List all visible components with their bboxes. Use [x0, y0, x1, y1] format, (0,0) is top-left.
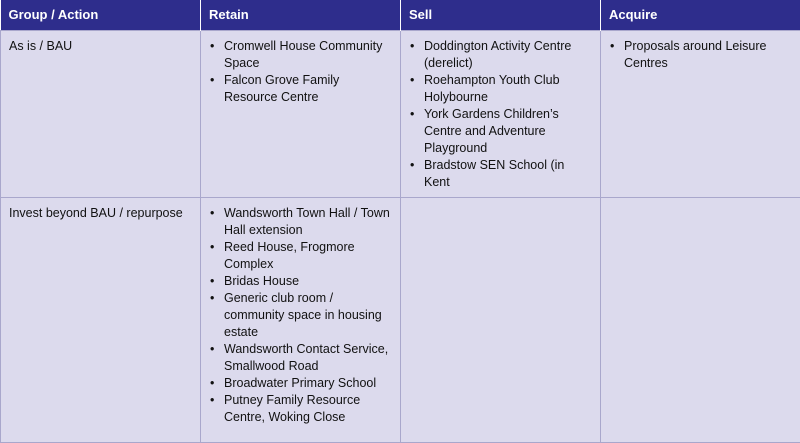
list-item-text: Wandsworth Town Hall / Town Hall extension: [224, 206, 390, 237]
list-item-text: Bradstow SEN School (in Kent: [424, 158, 564, 189]
list-item-text: Wandsworth Contact Service, Smallwood Road: [224, 342, 388, 373]
bullet-icon: •: [410, 38, 414, 55]
table-header: [1, 0, 800, 30]
list-item-text: Putney Family Resource Centre, Woking Close: [224, 393, 360, 424]
list-item-text: Proposals around Leisure Centres: [624, 39, 766, 70]
list-item: [209, 38, 392, 72]
retain-cell: [201, 30, 401, 197]
header-retain: Retain: [201, 0, 401, 30]
list-item: [209, 273, 392, 290]
bullet-icon: •: [410, 106, 414, 123]
acquire-cell: [601, 197, 800, 442]
list-item-text: Reed House, Frogmore Complex: [224, 240, 355, 271]
list-item: [209, 375, 392, 392]
bullet-icon: •: [210, 38, 214, 55]
acquire-list: [609, 38, 792, 72]
list-item: [409, 157, 592, 191]
table-body: [1, 30, 800, 442]
sell-cell: [401, 30, 601, 197]
list-item-text: Broadwater Primary School: [224, 376, 376, 390]
list-item: [209, 72, 392, 106]
bullet-icon: •: [410, 157, 414, 174]
list-item: [209, 290, 392, 341]
retain-list: [209, 38, 392, 106]
group-cell: Invest beyond BAU / repurpose: [1, 197, 201, 442]
bullet-icon: •: [210, 72, 214, 89]
bullet-icon: •: [210, 273, 214, 290]
bullet-icon: •: [410, 72, 414, 89]
list-item-text: Cromwell House Community Space: [224, 39, 382, 70]
group-cell: As is / BAU: [1, 30, 201, 197]
header-group-action: Group / Action: [1, 0, 201, 30]
list-item-text: York Gardens Children’s Centre and Adventure Playground: [424, 107, 559, 155]
header-row: [1, 0, 800, 30]
bullet-icon: •: [210, 290, 214, 307]
list-item: [209, 392, 392, 426]
list-item: [209, 205, 392, 239]
table-row: [1, 30, 800, 197]
bullet-icon: •: [210, 392, 214, 409]
list-item: [209, 239, 392, 273]
list-item: [409, 72, 592, 106]
bullet-icon: •: [210, 341, 214, 358]
list-item-text: Roehampton Youth Club Holybourne: [424, 73, 560, 104]
bullet-icon: •: [210, 205, 214, 222]
list-item-text: Generic club room / community space in housing estate: [224, 291, 382, 339]
sell-list: [409, 38, 592, 191]
list-item: [609, 38, 792, 72]
bullet-icon: •: [610, 38, 614, 55]
retain-list: [209, 205, 392, 426]
bullet-icon: •: [210, 239, 214, 256]
bullet-icon: •: [210, 375, 214, 392]
acquire-cell: [601, 30, 800, 197]
header-sell: Sell: [401, 0, 601, 30]
list-item-text: Falcon Grove Family Resource Centre: [224, 73, 339, 104]
list-item: [209, 341, 392, 375]
retain-cell: [201, 197, 401, 442]
list-item: [409, 38, 592, 72]
header-acquire: Acquire: [601, 0, 800, 30]
list-item-text: Bridas House: [224, 274, 299, 288]
table-row: [1, 197, 800, 442]
list-item: [409, 106, 592, 157]
list-item-text: Doddington Activity Centre (derelict): [424, 39, 571, 70]
sell-cell: [401, 197, 601, 442]
